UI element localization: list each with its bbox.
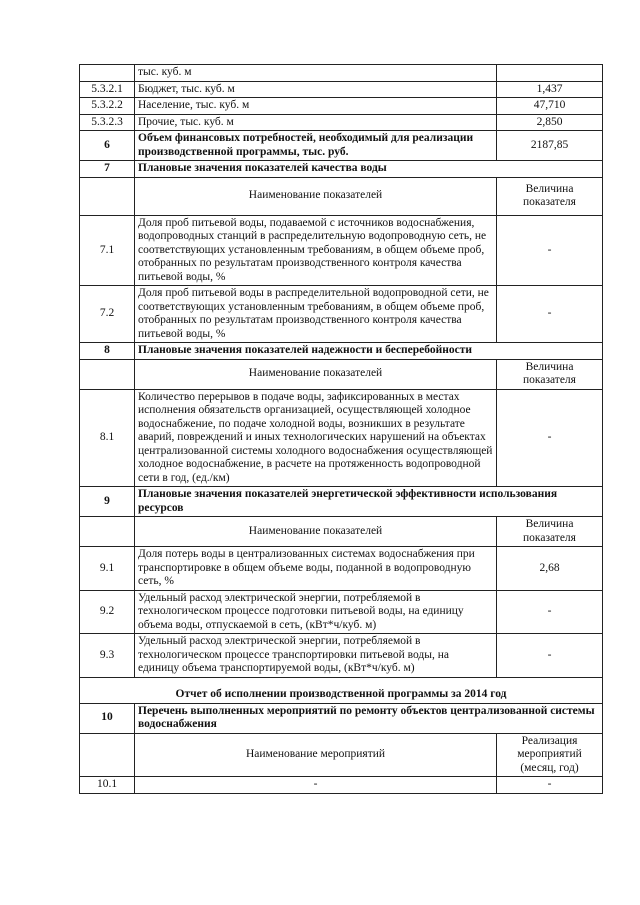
row-value: - (497, 777, 603, 794)
table-row (80, 777, 603, 794)
table-row (80, 215, 603, 286)
row-value: 2,68 (497, 547, 603, 591)
row-text: Бюджет, тыс. куб. м (135, 81, 497, 98)
row-number: 5.3.2.3 (80, 114, 135, 131)
row-text: Население, тыс. куб. м (135, 98, 497, 115)
row-text: тыс. куб. м (135, 65, 497, 82)
row-text: Удельный расход электрической энергии, потребляемой в технологическом процессе подготовки питьевой воды, на единицу объема воды, отпускаемой в сеть, (кВт*ч/куб. м) (135, 590, 497, 634)
table-row (80, 590, 603, 634)
row-value: - (497, 389, 603, 487)
section-title: Перечень выполненных мероприятий по ремонту объектов централизованной системы водоснабжения (135, 703, 603, 733)
row-value: 2,850 (497, 114, 603, 131)
row-text: Объем финансовых потребностей, необходимый для реализации производственной программы, тыс. руб. (135, 131, 497, 161)
table-row (80, 286, 603, 343)
section-row (80, 343, 603, 360)
row-number: 7.1 (80, 215, 135, 286)
row-value: 2187,85 (497, 131, 603, 161)
row-value-cell (497, 65, 603, 82)
row-value: 47,710 (497, 98, 603, 115)
row-number: 5.3.2.2 (80, 98, 135, 115)
row-number: 7.2 (80, 286, 135, 343)
header-empty-cell (80, 733, 135, 777)
table-row (80, 114, 603, 131)
section-number: 7 (80, 161, 135, 178)
section-number: 10 (80, 703, 135, 733)
section-number: 9 (80, 487, 135, 517)
row-text: Доля проб питьевой воды в распределительной водопроводной сети, не соответствующих установленным требованиям, в общем объеме проб, отобранных по результатам производственного контроля качества питьевой воды, % (135, 286, 497, 343)
report-title-row (80, 677, 603, 703)
section-title: Плановые значения показателей надежности и бесперебойности (135, 343, 603, 360)
header-empty-cell (80, 517, 135, 547)
row-text: Прочие, тыс. куб. м (135, 114, 497, 131)
row-text: Доля проб питьевой воды, подаваемой с источников водоснабжения, водопроводных станций в распределительную водопроводную сеть, не соответствующих установленным требованиям, в общем объеме проб, отобранных по результатам производственного контроля качества питьевой воды, % (135, 215, 497, 286)
table-row (80, 81, 603, 98)
header-name: Наименование показателей (135, 359, 497, 389)
section-title: Плановые значения показателей энергетической эффективности использования ресурсов (135, 487, 603, 517)
row-number: 5.3.2.1 (80, 81, 135, 98)
section-title: Плановые значения показателей качества воды (135, 161, 603, 178)
row-number-cell (80, 65, 135, 82)
header-name: Наименование показателей (135, 177, 497, 215)
row-number: 9.1 (80, 547, 135, 591)
row-text: Доля потерь воды в централизованных системах водоснабжения при транспортировке в общем объеме воды, поданной в водопроводную сеть, % (135, 547, 497, 591)
section-row (80, 161, 603, 178)
header-row (80, 359, 603, 389)
table-row (80, 131, 603, 161)
header-empty-cell (80, 177, 135, 215)
row-text: Количество перерывов в подаче воды, зафиксированных в местах исполнения обязательств организацией, осуществляющей холодное водоснабжение, по подаче холодной воды, возникших в результате аварий, повреждений и иных технологических нарушений на объектах централизованной системы холодного водоснабжения осуществляющей холодное водоснабжение, в расчете на протяженность водопроводной сети в год, (ед./км) (135, 389, 497, 487)
header-row (80, 733, 603, 777)
table-row (80, 98, 603, 115)
report-title: Отчет об исполнении производственной программы за 2014 год (80, 677, 603, 703)
row-value: - (497, 590, 603, 634)
row-value: - (497, 215, 603, 286)
row-value: - (497, 286, 603, 343)
row-text: - (135, 777, 497, 794)
section-row (80, 487, 603, 517)
row-value: - (497, 634, 603, 678)
header-row (80, 177, 603, 215)
row-number: 6 (80, 131, 135, 161)
document-table (79, 64, 603, 794)
header-value: Величина показателя (497, 359, 603, 389)
row-number: 9.2 (80, 590, 135, 634)
header-row (80, 517, 603, 547)
header-value: Величина показателя (497, 517, 603, 547)
header-empty-cell (80, 359, 135, 389)
header-name: Наименование показателей (135, 517, 497, 547)
row-text: Удельный расход электрической энергии, потребляемой в технологическом процессе транспортировки питьевой воды, на единицу объема транспортируемой воды, (кВт*ч/куб. м) (135, 634, 497, 678)
table-row (80, 389, 603, 487)
row-value: 1,437 (497, 81, 603, 98)
table-row (80, 65, 603, 82)
section-row (80, 703, 603, 733)
table-row (80, 634, 603, 678)
row-number: 10.1 (80, 777, 135, 794)
header-value: Реализация мероприятий (месяц, год) (497, 733, 603, 777)
header-name: Наименование мероприятий (135, 733, 497, 777)
row-number: 8.1 (80, 389, 135, 487)
section-number: 8 (80, 343, 135, 360)
header-value: Величина показателя (497, 177, 603, 215)
table-row (80, 547, 603, 591)
row-number: 9.3 (80, 634, 135, 678)
